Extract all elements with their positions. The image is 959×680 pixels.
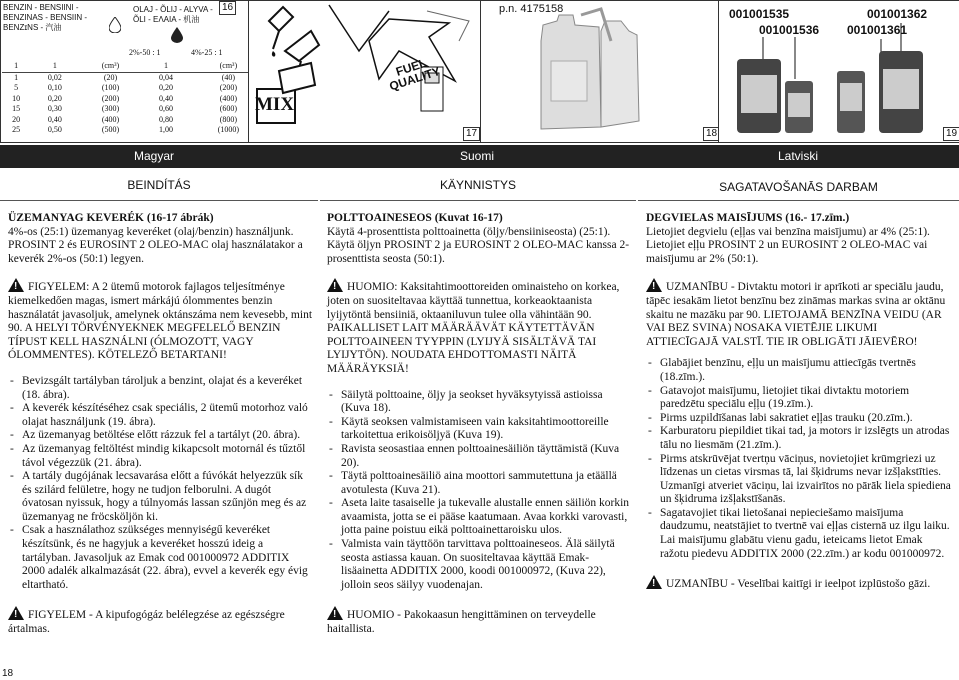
list-item: - A tartály dugójának lecsavarása előtt a fúvókát helyezzük sík és szilárd felületre, hogy ne tudjon felborulni. A dugót óvatosan nyissuk, hogy a túlnyomás lassan szűnjön meg és az üzemanyag ne fröcsköljön ki.: [8, 470, 314, 524]
list-item: - A keverék készítéséhez csak speciális, 2 ütemű motorhoz való olajat használjunk (19. ábra).: [8, 402, 314, 429]
figure-18-panel: [480, 0, 720, 143]
ratio-header-4pct: 4%-25 : 1: [191, 48, 223, 57]
list-item: - Sagatavojiet tikai lietošanai nepieciešamo maisījuma daudzumu, neatstājiet to tvertnē vai eļļas cisternā uz ilgu laiku. Lai maisījumu glabātu vienu gadu, ieteicams lietot Emak ražotu piedevu ADDITIX 2000 (22.zīm.) ar kodu 001000972.: [646, 507, 952, 561]
heading-hu: BEINDÍTÁS: [0, 168, 318, 201]
warning-text: UZMANĪBU - Veselībai kaitīgi ir ieelpot izplūstošo gāzi.: [666, 578, 931, 591]
section-title: DEGVIELAS MAISĪJUMS (16.- 17.zīm.): [646, 212, 850, 224]
section-intro: Käytä 4-prosenttista polttoainetta (öljy/bensiiniseosta) (25:1). Käytä öljyn PROSINT 2 ja EUROSINT 2 OLEO-MAC kanssa 2-prosenttista seosta (50:1).: [327, 225, 630, 265]
figure-16-panel: [0, 0, 268, 143]
list-item: - Gatavojot maisījumu, lietojiet tikai divtaktu motoriem paredzētu speciālu eļļu (19.zīm.).: [646, 385, 952, 412]
oil-drop-icon: [171, 27, 183, 48]
figure-number: 19: [943, 127, 959, 141]
warning-icon: [8, 278, 24, 292]
warning-icon: [327, 606, 343, 620]
column-finnish: [327, 212, 631, 645]
section-title: POLTTOAINESEOS (Kuvat 16-17): [327, 212, 503, 224]
code-001001361: 001001361: [847, 23, 908, 37]
table-row: 15 0,30 (300) 0,60 (600): [12, 104, 238, 114]
list-item: - Csak a használathoz szükséges mennyiségű keveréket készítsünk, és ne hagyjuk a keveréket hosszú ideig a tartályban. Javasoljuk az Emak cod 001000972 ADDITIX 2000 adalék alkalmazását (22. ábra), evvel a keverék egy évig eltartható.: [8, 524, 314, 592]
list-item: - Bevizsgált tartályban tároljuk a benzint, olajat és a keveréket (18. ábra).: [8, 375, 314, 402]
oil-bottles-illustration: [719, 1, 959, 142]
language-band: [0, 145, 959, 168]
figure-17-panel: [248, 0, 482, 143]
table-row: 10 0,20 (200) 0,40 (400): [12, 93, 238, 103]
mix-illustration: [249, 1, 481, 142]
warning-text: FIGYELEM: A 2 ütemű motorok fajlagos teljesítménye kiemelkedően magas, ismert márkájú ólommentes benzin használatát javasoljuk, amelynek oktánszáma nem kevesebb, mint 90. A HELYI TÖRVÉNYEKNEK MEGFELELŐ BENZIN TÍPUST KELL HASZNÁLNI (ÓLMOZOTT, VAGY ÓLOMMENTES). KÖTELEZŐ BETARTANI!: [8, 281, 313, 362]
fuel-label: BENZIN - BENSIINI - BENZINAS - BENSIIN - BENZɪNS - 汽油: [3, 3, 88, 32]
warning-icon: [327, 278, 343, 292]
list-item: - Käytä seoksen valmistamiseen vain kaksitahtimoottoreille tarkoitettua erikoisöljyä (Kuva 19).: [327, 416, 631, 443]
warning-text: FIGYELEM - A kipufogógáz belélegzése az egészségre ártalmas.: [8, 609, 285, 636]
list-item: - Glabājiet benzīnu, eļļu un maisījumu attiecīgās tvertnēs (18.zīm.).: [646, 357, 952, 384]
column-hungarian: [8, 212, 314, 645]
figure-19-panel: [718, 0, 959, 143]
table-row: 1 1 (cm³) 1 (cm³): [2, 61, 266, 72]
list-item: - Pirms uzpildīšanas labi sakratiet eļļas trauku (20.zīm.).: [646, 412, 952, 426]
list-item: - Ravista seosastiaa ennen polttoainesäiliön täyttämistä (Kuva 20).: [327, 443, 631, 470]
warning-icon: [646, 575, 662, 589]
list-item: - Az üzemanyag feltöltést mindig kikapcsolt motornál és tűztől távol végezzük (21. ábra).: [8, 443, 314, 470]
warning-text: HUOMIO - Pakokaasun hengittäminen on terveydelle haitallista.: [327, 609, 596, 636]
list-item: - Täytä polttoainesäiliö aina moottori sammutettuna ja etäällä avotulesta (Kuva 21).: [327, 470, 631, 497]
table-row: 20 0,40 (400) 0,80 (800): [12, 114, 238, 124]
heading-lv: SAGATAVOŠANĀS DARBAM: [638, 168, 959, 201]
mix-label: MIX: [255, 94, 295, 115]
lang-latviski: Latviski: [778, 149, 819, 163]
list-item: - Az üzemanyag betöltése előtt rázzuk fel a tartályt (20. ábra).: [8, 429, 314, 443]
code-001001536: 001001536: [759, 23, 820, 37]
page-number: 18: [2, 668, 14, 679]
figure-number: 16: [219, 1, 236, 15]
section-title: ÜZEMANYAG KEVERÉK (16-17 ábrák): [8, 212, 214, 224]
code-001001535: 001001535: [729, 7, 790, 21]
warning-icon: [646, 278, 662, 292]
list-item: - Valmista vain täyttöön tarvittava polttoaineseos. Älä säilytä seosta astiassa kauan. On suositeltavaa käyttää Emak-lisäainetta ADDITIX 2000, koodi 001000972, (Kuva 22), jolloin seos säilyy vuodenajan.: [327, 538, 631, 592]
instruction-list: [646, 357, 952, 561]
figure-number: 18: [703, 127, 720, 141]
table-row: 5 0,10 (100) 0,20 (200): [14, 83, 238, 93]
lang-magyar: Magyar: [134, 149, 175, 163]
mix-table: [2, 61, 266, 136]
list-item: - Säilytä polttoaine, öljy ja seokset hyväksytyissä astioissa (Kuva 18).: [327, 389, 631, 416]
oil-label: OLAJ - ÕLIJ - ALYVA - ÕLI - ΕΛΑΙΑ - 机油: [133, 5, 213, 24]
section-intro: 4%-os (25:1) üzemanyag keveréket (olaj/benzin) használjunk. PROSINT 2 és EUROSINT 2 OLEO-MAC olaj használatakor a keverék 2%-os (50:1) legyen.: [8, 225, 303, 265]
section-intro: Lietojiet degvielu (eļļas vai benzīna maisījumu) ar 4% (25:1). Lietojiet eļļu PROSINT 2 un EUROSINT 2 OLEO-MAC vai maisījumu ar 2% (50:1).: [646, 225, 930, 265]
warning-text: HUOMIO: Kaksitahtimoottoreiden ominaisteho on korkea, joten on suositeltavaa käyttää tunnettua, korkeaoktaanista lyijytöntä bensiiniä, oktaaniluvun tulee olla vähintään 90. PAIKALLISET LAIT MÄÄRÄÄVÄT KÄYTETTÄVÄN POLTTOAINEEN TYYPPIN (LYIJYÄ SISÄLTÄVÄ TAI LYIJYTÖN). NOUDATA EHDOTTOMASTI NÄITÄ MÄÄRÄYKSIÄ!: [327, 281, 620, 375]
column-latvian: [646, 212, 952, 600]
list-item: - Aseta laite tasaiselle ja tukevalle alustalle ennen säiliön korkin avaamista, jotta se ei pääse kaatumaan. Avaa korkki varovasti, jotta paine poistuu eikä polttoainettaroisku ulos.: [327, 497, 631, 538]
warning-icon: [8, 606, 24, 620]
warning-text: UZMANĪBU - Divtaktu motori ir aprīkoti ar speciālu jaudu, tāpēc iesakām lietot benzīnu bez zināmas markas svina ar oktānu skaitu ne mazāku par 90. LIETOJAMĀ BENZĪNA VEIDU (AR VAI BEZ SVINA) NOSAKA VIETĒJIE LIKUMI ATTIECĪGAJĀ VALSTĪ. TIE IR OBLIGĀTI JĀIEVĒRO!: [646, 281, 946, 348]
code-001001362: 001001362: [867, 7, 928, 21]
instruction-list: [327, 389, 631, 593]
list-item: - Pirms atskrūvējat tvertņu vāciņus, novietojiet krūmgriezi uz līdzenas un cietas virsmas tā, lai šķidrums nevar izšļakstīties. Uzmanīgi atveriet vāciņu, lai izvairītos no pārāk liela spiediena un šķidruma izšļakstīšanās.: [646, 453, 952, 507]
ratio-header-2pct: 2%-50 : 1: [129, 48, 161, 57]
table-row: 1 0,02 (20) 0,04 (40): [14, 72, 236, 82]
instruction-list: [8, 375, 314, 593]
figure-number: 17: [463, 127, 480, 141]
list-item: - Karburatoru piepildiet tikai tad, ja motors ir izslēgts un atrodas tālu no liesmām (21.zīm.).: [646, 425, 952, 452]
canister-illustration: [481, 1, 719, 142]
fuel-drop-icon: [109, 17, 121, 38]
part-number: p.n. 4175158: [499, 3, 564, 15]
table-row: 25 0,50 (500) 1,00 (1000): [12, 125, 240, 135]
lang-suomi: Suomi: [460, 149, 495, 163]
fuel-quality-label: FUEL QUALITY: [387, 55, 443, 94]
heading-fi: KÄYNNISTYS: [320, 168, 636, 201]
